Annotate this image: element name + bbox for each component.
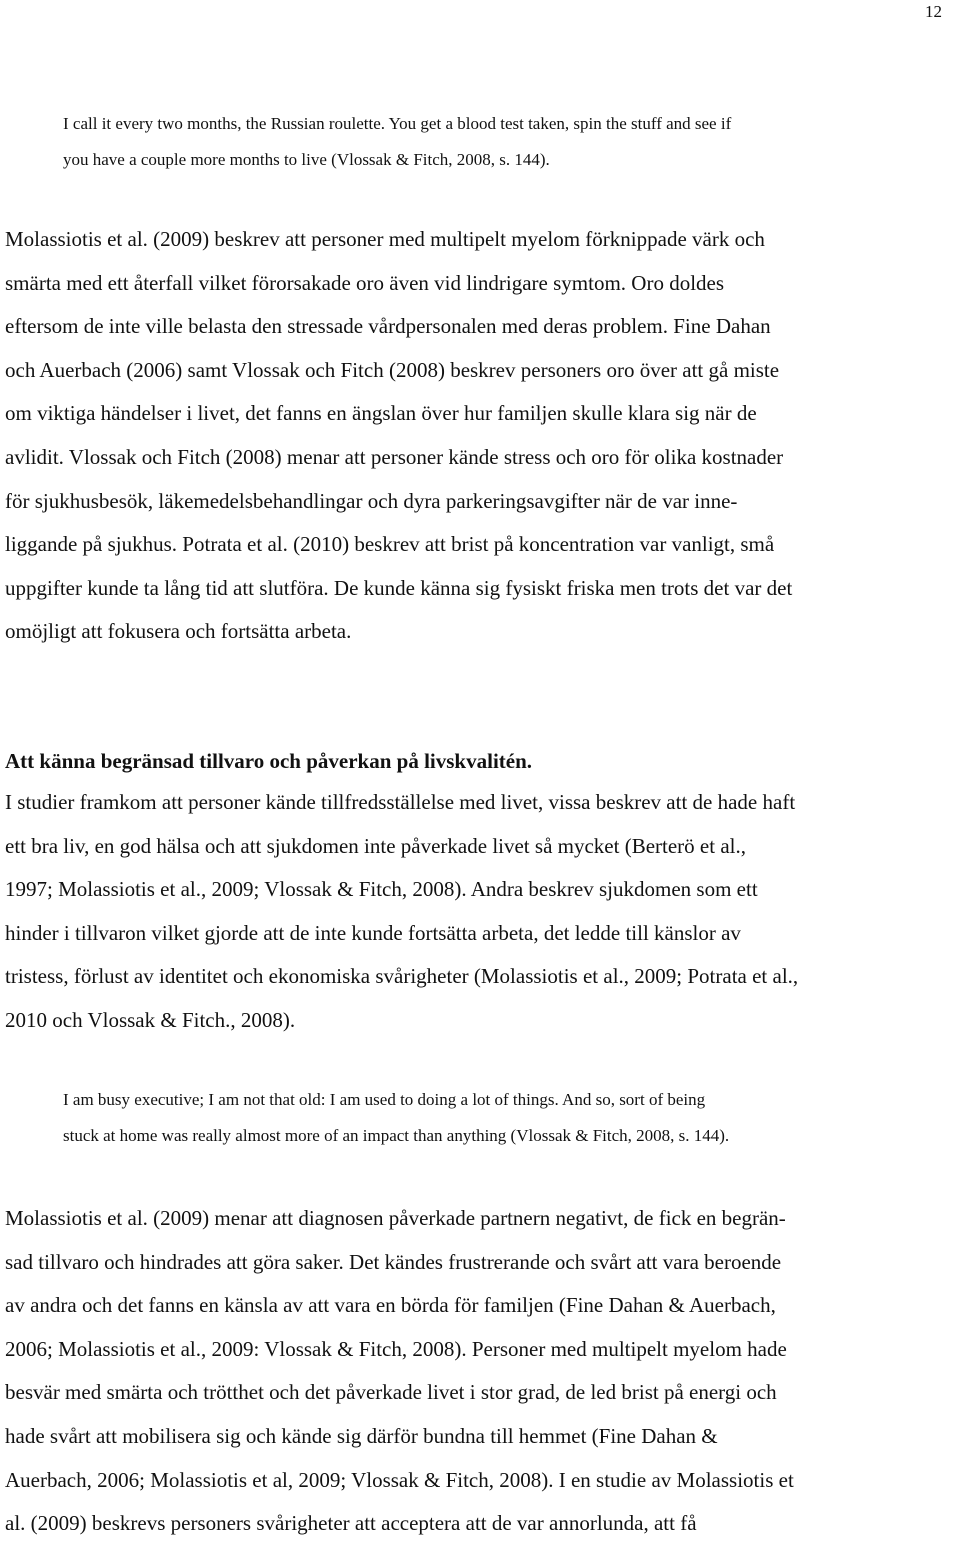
paragraph-line: 1997; Molassiotis et al., 2009; Vlossak & Fitch, 2008). Andra beskrev sjukdomen som ett — [5, 877, 758, 902]
quote-line: stuck at home was really almost more of an impact than anything (Vlossak & Fitch, 2008, s. 144). — [63, 1126, 730, 1145]
paragraph-2 — [5, 781, 955, 1043]
paragraph-line: sad tillvaro och hindrades att göra saker. Det kändes frustrerande och svårt att vara beroende — [5, 1249, 782, 1274]
paragraph-line: smärta med ett återfall vilket förorsakade oro även vid lindrigare symtom. Oro doldes — [5, 270, 725, 295]
quote-line: you have a couple more months to live (Vlossak & Fitch, 2008, s. 144). — [63, 150, 550, 169]
paragraph-line: al. (2009) beskrevs personers svårigheter att acceptera att de var annorlunda, att få — [5, 1511, 697, 1536]
paragraph-line: tristess, förlust av identitet och ekonomiska svårigheter (Molassiotis et al., 2009; Potrata et al., — [5, 964, 799, 989]
paragraph-line: 2006; Molassiotis et al., 2009: Vlossak & Fitch, 2008). Personer med multipelt myelom hade — [5, 1336, 787, 1361]
paragraph-line: omöjligt att fokusera och fortsätta arbeta. — [5, 619, 352, 644]
paragraph-line: Auerbach, 2006; Molassiotis et al, 2009; Vlossak & Fitch, 2008). I en studie av Molassiotis et — [5, 1467, 794, 1492]
block-quote-1 — [63, 106, 913, 178]
quote-line: I am busy executive; I am not that old: I am used to doing a lot of things. And so, sort of being — [63, 1090, 706, 1109]
paragraph-line: avlidit. Vlossak och Fitch (2008) menar att personer kände stress och oro för olika kostnader — [5, 444, 784, 469]
paragraph-line: I studier framkom att personer kände tillfredsställelse med livet, vissa beskrev att de hade haft — [5, 790, 796, 814]
section-heading: Att känna begränsad tillvaro och påverkan på livskvalitén. — [5, 749, 533, 773]
paragraph-line: besvär med smärta och trötthet och det påverkade livet i stor grad, de led brist på energi och — [5, 1380, 777, 1405]
paragraph-line: hinder i tillvaron vilket gjorde att de inte kunde fortsätta arbeta, det ledde till känslor av — [5, 920, 741, 945]
paragraph-line: och Auerbach (2006) samt Vlossak och Fitch (2008) beskrev personers oro över att gå miste — [5, 357, 780, 382]
block-quote-2 — [63, 1082, 913, 1154]
paragraph-line: Molassiotis et al. (2009) beskrev att personer med multipelt myelom förknippade värk och — [5, 227, 765, 251]
paragraph-line: hade svårt att mobilisera sig och kände sig därför bundna till hemmet (Fine Dahan & — [5, 1423, 718, 1448]
paragraph-line: för sjukhusbesök, läkemedelsbehandlingar och dyra parkeringsavgifter när de var inne- — [5, 488, 738, 513]
paragraph-line: eftersom de inte ville belasta den stressade vårdpersonalen med deras problem. Fine Dahan — [5, 314, 771, 339]
quote-line: I call it every two months, the Russian roulette. You get a blood test taken, spin the stuff and see if — [63, 114, 732, 133]
paragraph-line: av andra och det fanns en känsla av att vara en börda för familjen (Fine Dahan & Auerbach, — [5, 1293, 776, 1318]
paragraph-3 — [5, 1197, 955, 1546]
paragraph-line: uppgifter kunde ta lång tid att slutföra. De kunde känna sig fysiskt friska men trots det var det — [5, 575, 793, 600]
paragraph-line: Molassiotis et al. (2009) menar att diagnosen påverkade partnern negativt, de fick en begrän- — [5, 1206, 786, 1230]
page-number: 12 — [925, 2, 942, 21]
paragraph-line: liggande på sjukhus. Potrata et al. (2010) beskrev att brist på koncentration var vanligt, små — [5, 532, 775, 557]
paragraph-1 — [5, 218, 955, 654]
paragraph-line: om viktiga händelser i livet, det fanns en ängslan över hur familjen skulle klara sig när de — [5, 401, 757, 426]
paragraph-line: 2010 och Vlossak & Fitch., 2008). — [5, 1007, 296, 1032]
paragraph-line: ett bra liv, en god hälsa och att sjukdomen inte påverkade livet så mycket (Berterö et al., — [5, 833, 746, 858]
